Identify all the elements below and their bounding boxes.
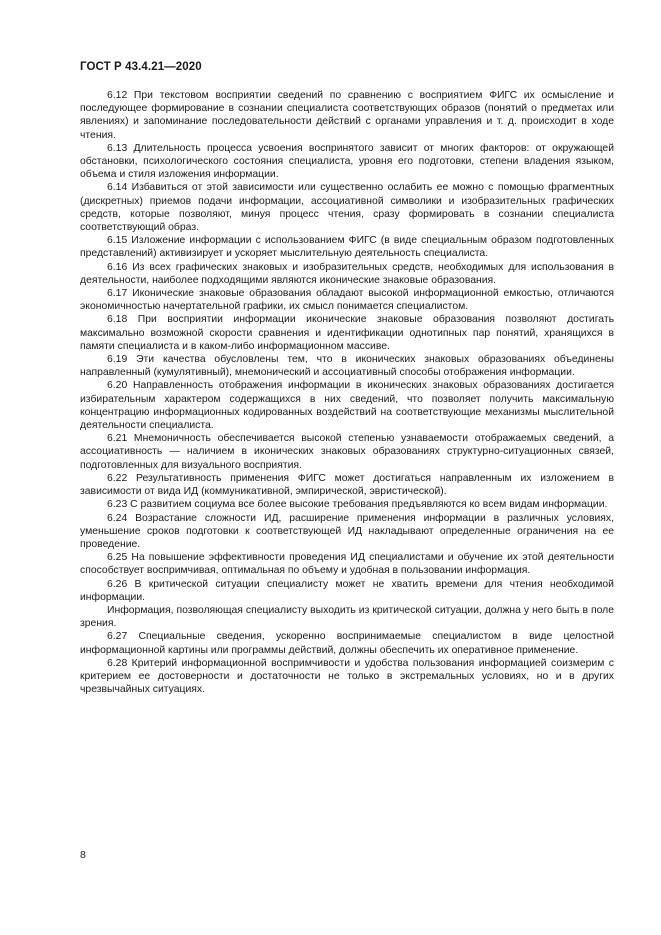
paragraph-6-20: 6.20 Направленность отображения информации в иконических знаковых образованиях достигается избирательным характером содержащихся в них сведений, что позволяет получить максимальную концентрацию информационных кодированных воздействий на соответствующие механизмы мыслительной деятельности специалиста.: [80, 380, 614, 432]
paragraph-6-26-continued: Информация, позволяющая специалисту выходить из критической ситуации, должна у него быть в поле зрения.: [80, 604, 614, 630]
paragraph-6-21: 6.21 Мнемоничность обеспечивается высокой степенью узнаваемости отображаемых сведений, а ассоциативность — наличием в иконических знаковых образованиях структурно-ситуационных связей, подготовленных для визуального восприятия.: [80, 433, 614, 471]
paragraph-6-14: 6.14 Избавиться от этой зависимости или существенно ослабить ее можно с помощью фрагментных (дискретных) приемов подачи информации, ассоциативной символики и изобразительных графических средств, которые позволяют, минуя процесс чтения, сразу формировать в сознании специалиста соответствующий образ.: [80, 182, 614, 234]
paragraph-6-22: 6.22 Результативность применения ФИГС может достигаться направленным их изложением в зависимости от вида ИД (коммуникативной, эмпирической, эвристической).: [80, 472, 614, 498]
paragraph-6-25: 6.25 На повышение эффективности проведения ИД специалистами и обучение их этой деятельности способствует воспримчивая, оптимальная по объему и удобная в пользовании информация.: [80, 552, 614, 577]
paragraph-6-24: 6.24 Возрастание сложности ИД, расширение применения информации в различных условиях, уменьшение сроков подготовки к соответствующей ИД накладывают определенные ограничения на ее проведение.: [80, 512, 614, 550]
document-body: [80, 89, 614, 696]
paragraph-6-18: 6.18 При восприятии информации иконические знаковые образования позволяют достигать максимально возможной скорости сравнения и идентификации однотипных пар понятий, хранящихся в памяти специалиста и в каком-либо информационном массиве.: [80, 314, 614, 352]
paragraph-6-27: 6.27 Специальные сведения, ускоренно воспринимаемые специалистом в виде целостной информационной картины или программы действий, должны обеспечить их оперативное применение.: [80, 631, 614, 656]
paragraph-6-12: 6.12 При текстовом восприятии сведений по сравнению с восприятием ФИГС их осмысление и последующее формирование в сознании специалиста соответствующих образов (понятий о предметах или явлениях) и запоминание последовательности действий с органами управления и т. д. происходит в ходе чтения.: [80, 90, 614, 141]
paragraph-6-26: 6.26 В критической ситуации специалисту может не хватить времени для чтения необходимой информации.: [80, 578, 614, 603]
paragraph-6-28: 6.28 Критерий информационной воспримчивости и удобства пользования информацией соизмерим с критерием ее достоверности и достаточности не только в экстремальных условиях, но и в других чрезвычайных ситуациях.: [80, 657, 614, 696]
paragraph-6-19: 6.19 Эти качества обусловлены тем, что в иконических знаковых образованиях объединены направленный (кумулятивный), мнемонический и ассоциативный способы отображения информации.: [80, 354, 614, 379]
paragraph-6-16: 6.16 Из всех графических знаковых и изобразительных средств, необходимых для использования в деятельности, наиболее подходящими являются иконические знаковые образования.: [80, 261, 614, 286]
paragraph-6-23: 6.23 С развитием социума все более высокие требования предъявляются ко всем видам информации.: [107, 499, 608, 511]
page-number: 8: [80, 849, 86, 861]
paragraph-6-13: 6.13 Длительность процесса усвоения воспринятого зависит от многих факторов: от окружающей обстановки, психологического состояния специалиста, уровня его подготовки, степени владения языком, объема и стиля изложения информации.: [80, 142, 614, 181]
document-header: ГОСТ Р 43.4.21—2020: [80, 61, 202, 73]
paragraph-6-17: 6.17 Иконические знаковые образования обладают высокой информационной емкостью, отличаются экономичностью начертательной графики, их смысл понимается специалистом.: [80, 288, 614, 313]
paragraph-6-15: 6.15 Изложение информации с использованием ФИГС (в виде специальным образом подготовленных представлений) активизирует и ускоряет мыслительную деятельность специалиста.: [80, 235, 614, 260]
